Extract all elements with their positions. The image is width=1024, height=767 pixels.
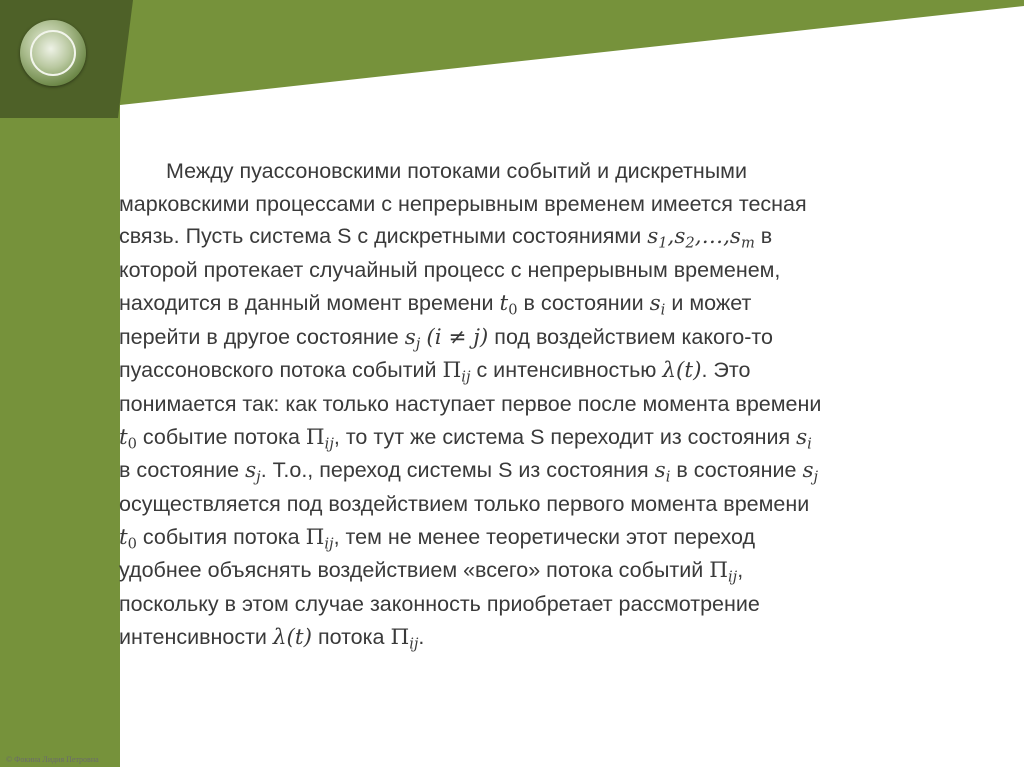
math-state-list: $s_1,s_2,\dots,s_m$ [647, 224, 755, 252]
math-si: $s_i$ [654, 458, 671, 486]
text-line: в состояние $s_j$. Т.о., переход системы S из состояния $s_i$ в состояние $s_j$ [119, 458, 819, 486]
round-button-ornament-inner [30, 30, 76, 76]
math-si: $s_i$ [796, 424, 812, 452]
math-t0: $t_0$ [119, 524, 137, 553]
math-condition: (i ≠ j) [426, 324, 489, 350]
text-line: Между пуассоновскими потоками событий и дискретными [166, 159, 747, 183]
text-line: которой протекает случайный процесс с непрерывным временем, [119, 258, 781, 283]
math-si: $s_i$ [649, 290, 666, 319]
body-paragraph [119, 155, 969, 655]
text-line: связь. Пусть система S с дискретными состояниями $s_1,s_2,\dots,s_m$ в [119, 224, 773, 252]
text-line: находится в данный момент времени $t_0$ в состоянии $s_i$ и может [119, 290, 752, 319]
math-pi-ij: $\Pi_{ij}$ [709, 558, 738, 586]
text-line: поскольку в этом случае законность приобретает рассмотрение [119, 592, 760, 617]
text-line: $t_0$ событие потока $\Pi_{ij}$, то тут же система S переходит из состояния $s_i$ [119, 424, 812, 452]
text-line: пуассоновского потока событий $\Pi_{ij}$ с интенсивностью λ(t). Это [119, 358, 751, 386]
math-pi-ij: $\Pi_{ij}$ [305, 524, 334, 553]
math-sj: $s_j$ [245, 458, 261, 486]
math-sj: $s_j$ [802, 458, 819, 486]
math-pi-ij: $\Pi_{ij}$ [442, 358, 471, 386]
text-line: $t_0$ события потока $\Pi_{ij}$, тем не менее теоретически этот переход [119, 524, 755, 553]
math-sj: $s_j$ [404, 324, 421, 352]
footer-credit: © Фокина Лидия Петровна [6, 755, 99, 764]
text-line: удобнее объяснять воздействием «всего» потока событий $\Pi_{ij}$, [119, 558, 744, 586]
math-t0: $t_0$ [119, 424, 137, 452]
math-lambda: λ(t) [662, 358, 702, 384]
text-line: перейти в другое состояние $s_j$ (i ≠ j) под воздействием какого-то [119, 324, 773, 352]
text-line: понимается так: как только наступает первое после момента времени [119, 391, 822, 416]
text-line: интенсивности λ(t) потока $\Pi_{ij}$. [119, 624, 425, 653]
text-line: осуществляется под воздействием только первого момента времени [119, 492, 810, 517]
round-button-ornament-icon [20, 20, 86, 86]
math-t0: $t_0$ [499, 290, 518, 319]
text-line: марковскими процессами с непрерывным временем имеется тесная [119, 191, 807, 216]
math-pi-ij: $\Pi_{ij}$ [305, 424, 334, 452]
math-pi-ij: $\Pi_{ij}$ [390, 624, 419, 653]
math-lambda: λ(t) [272, 624, 312, 650]
